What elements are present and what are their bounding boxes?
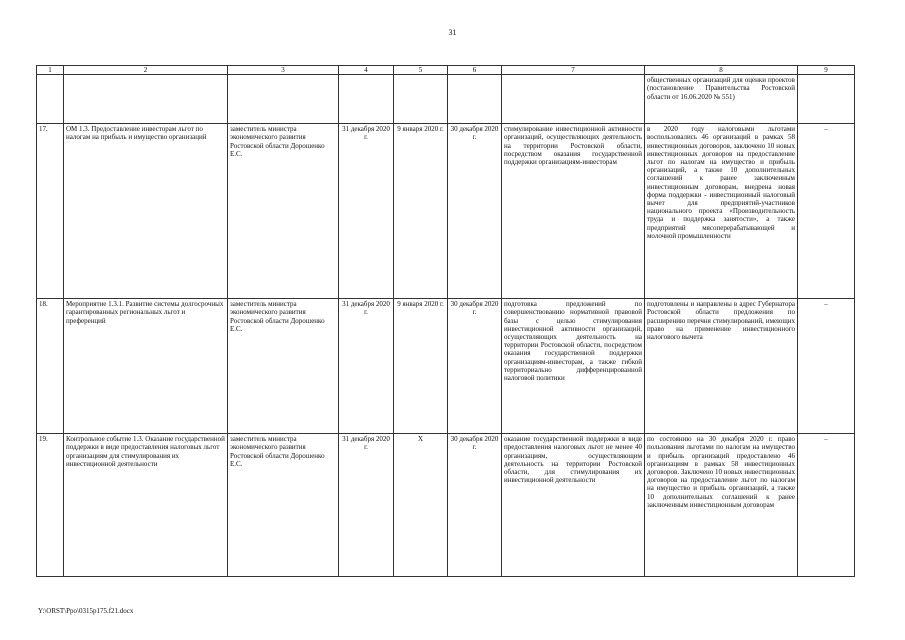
empty-cell bbox=[394, 75, 448, 124]
responsible-person: заместитель министра экономического развития Ростовской области Дорошенко Е.С. bbox=[228, 299, 339, 434]
empty-cell bbox=[502, 75, 645, 124]
planned-date: 31 декабря 2020 г. bbox=[339, 124, 394, 299]
file-path-footer: Y:\ORST\Ppo\0315p175.f21.docx bbox=[38, 607, 134, 615]
measure-name: Контрольное событие 1.3. Оказание государственной поддержки в виде предоставления налоговых льгот организациям для стимулирования их инвестиционной деятельности bbox=[64, 434, 228, 577]
actual-result: по состоянию на 30 декабря 2020 г. право пользования льготами по налогам на имущество и прибыль организаций предоставлено 46 организациям в рамках 58 инвестиционных договоров. Заключено 10 новых инвестиционных договоров на предоставление льгот по налогам на имущество и прибыль организаций, а также 10 дополнительных соглашений к ранее заключенным инвестиционным договорам bbox=[645, 434, 798, 577]
column-number: 5 bbox=[394, 66, 448, 75]
row-number: 17. bbox=[37, 124, 64, 299]
column-number-row bbox=[37, 66, 855, 75]
expected-result: стимулирование инвестиционной активности организаций, осуществляющих деятельность на территории Ростовской области, посредством оказания государственной поддержки организациям-инвесторам bbox=[502, 124, 645, 299]
actual-result: в 2020 году налоговыми льготами воспользовались 46 организаций в рамках 58 инвестиционных договоров, заключено 10 новых инвестиционных договоров на предоставление льгот по налогам на имущество и прибыль организаций, а также 10 дополнительных соглашений к ранее заключенным инвестиционным договорам, внедрена новая форма поддержки - инвестиционный налоговый вычет для предприятий-участников национального проекта «Производительность труда и поддержка занятости», а также предприятий мясоперерабатывающей и молочной промышленности bbox=[645, 124, 798, 299]
empty-cell bbox=[798, 75, 855, 124]
column-number: 7 bbox=[502, 66, 645, 75]
table-row bbox=[37, 124, 855, 299]
column-number: 6 bbox=[448, 66, 502, 75]
measure-name: ОМ 1.3. Предоставление инвесторам льгот по налогам на прибыль и имущество организаций bbox=[64, 124, 228, 299]
column-number: 2 bbox=[64, 66, 228, 75]
end-date: 30 декабря 2020 г. bbox=[448, 124, 502, 299]
measure-name: Мероприятие 1.3.1. Развитие системы долгосрочных гарантированных региональных льгот и преференций bbox=[64, 299, 228, 434]
actual-result: подготовлены и направлены в адрес Губернатора Ростовской области предложения по расширению перечня стимулирований, имеющих право на применение инвестиционного налогового вычета bbox=[645, 299, 798, 434]
responsible-person: заместитель министра экономического развития Ростовской области Дорошенко Е.С. bbox=[228, 434, 339, 577]
expected-result: оказание государственной поддержки в виде предоставления налоговых льгот не менее 40 организациям, осуществляющим деятельность на территории Ростовской области, для стимулирования их инвестиционной деятельности bbox=[502, 434, 645, 577]
page-number: 31 bbox=[448, 28, 457, 37]
empty-cell bbox=[37, 75, 64, 124]
row-number: 19. bbox=[37, 434, 64, 577]
planned-date: 31 декабря 2020 г. bbox=[339, 299, 394, 434]
table-row bbox=[37, 299, 855, 434]
column-number: 4 bbox=[339, 66, 394, 75]
empty-cell bbox=[339, 75, 394, 124]
responsible-person: заместитель министра экономического развития Ростовской области Дорошенко Е.С. bbox=[228, 124, 339, 299]
empty-cell bbox=[228, 75, 339, 124]
report-table bbox=[36, 65, 855, 577]
note: – bbox=[798, 299, 855, 434]
row-number: 18. bbox=[37, 299, 64, 434]
note: – bbox=[798, 124, 855, 299]
planned-date: 31 декабря 2020 г. bbox=[339, 434, 394, 577]
continuation-row bbox=[37, 75, 855, 124]
empty-cell bbox=[448, 75, 502, 124]
expected-result: подготовка предложений по совершенствованию нормативной правовой базы с целью стимулирования инвестиционной активности организаций, осуществляющих деятельность на территории Ростовской области, посредством оказания государственной поддержки организациям-инвесторам, а также гибкой территориально дифференцированной налоговой политики bbox=[502, 299, 645, 434]
column-number: 8 bbox=[645, 66, 798, 75]
start-date: 9 января 2020 г. bbox=[394, 299, 448, 434]
result-cell: общественных организаций для оценки проектов (постановление Правительства Ростовской области от 16.06.2020 № 551) bbox=[645, 75, 798, 124]
column-number: 9 bbox=[798, 66, 855, 75]
empty-cell bbox=[64, 75, 228, 124]
end-date: 30 декабря 2020 г. bbox=[448, 299, 502, 434]
column-number: 1 bbox=[37, 66, 64, 75]
end-date: 30 декабря 2020 г. bbox=[448, 434, 502, 577]
start-date: 9 января 2020 г. bbox=[394, 124, 448, 299]
start-date: X bbox=[394, 434, 448, 577]
column-number: 3 bbox=[228, 66, 339, 75]
note: – bbox=[798, 434, 855, 577]
table-row bbox=[37, 434, 855, 577]
